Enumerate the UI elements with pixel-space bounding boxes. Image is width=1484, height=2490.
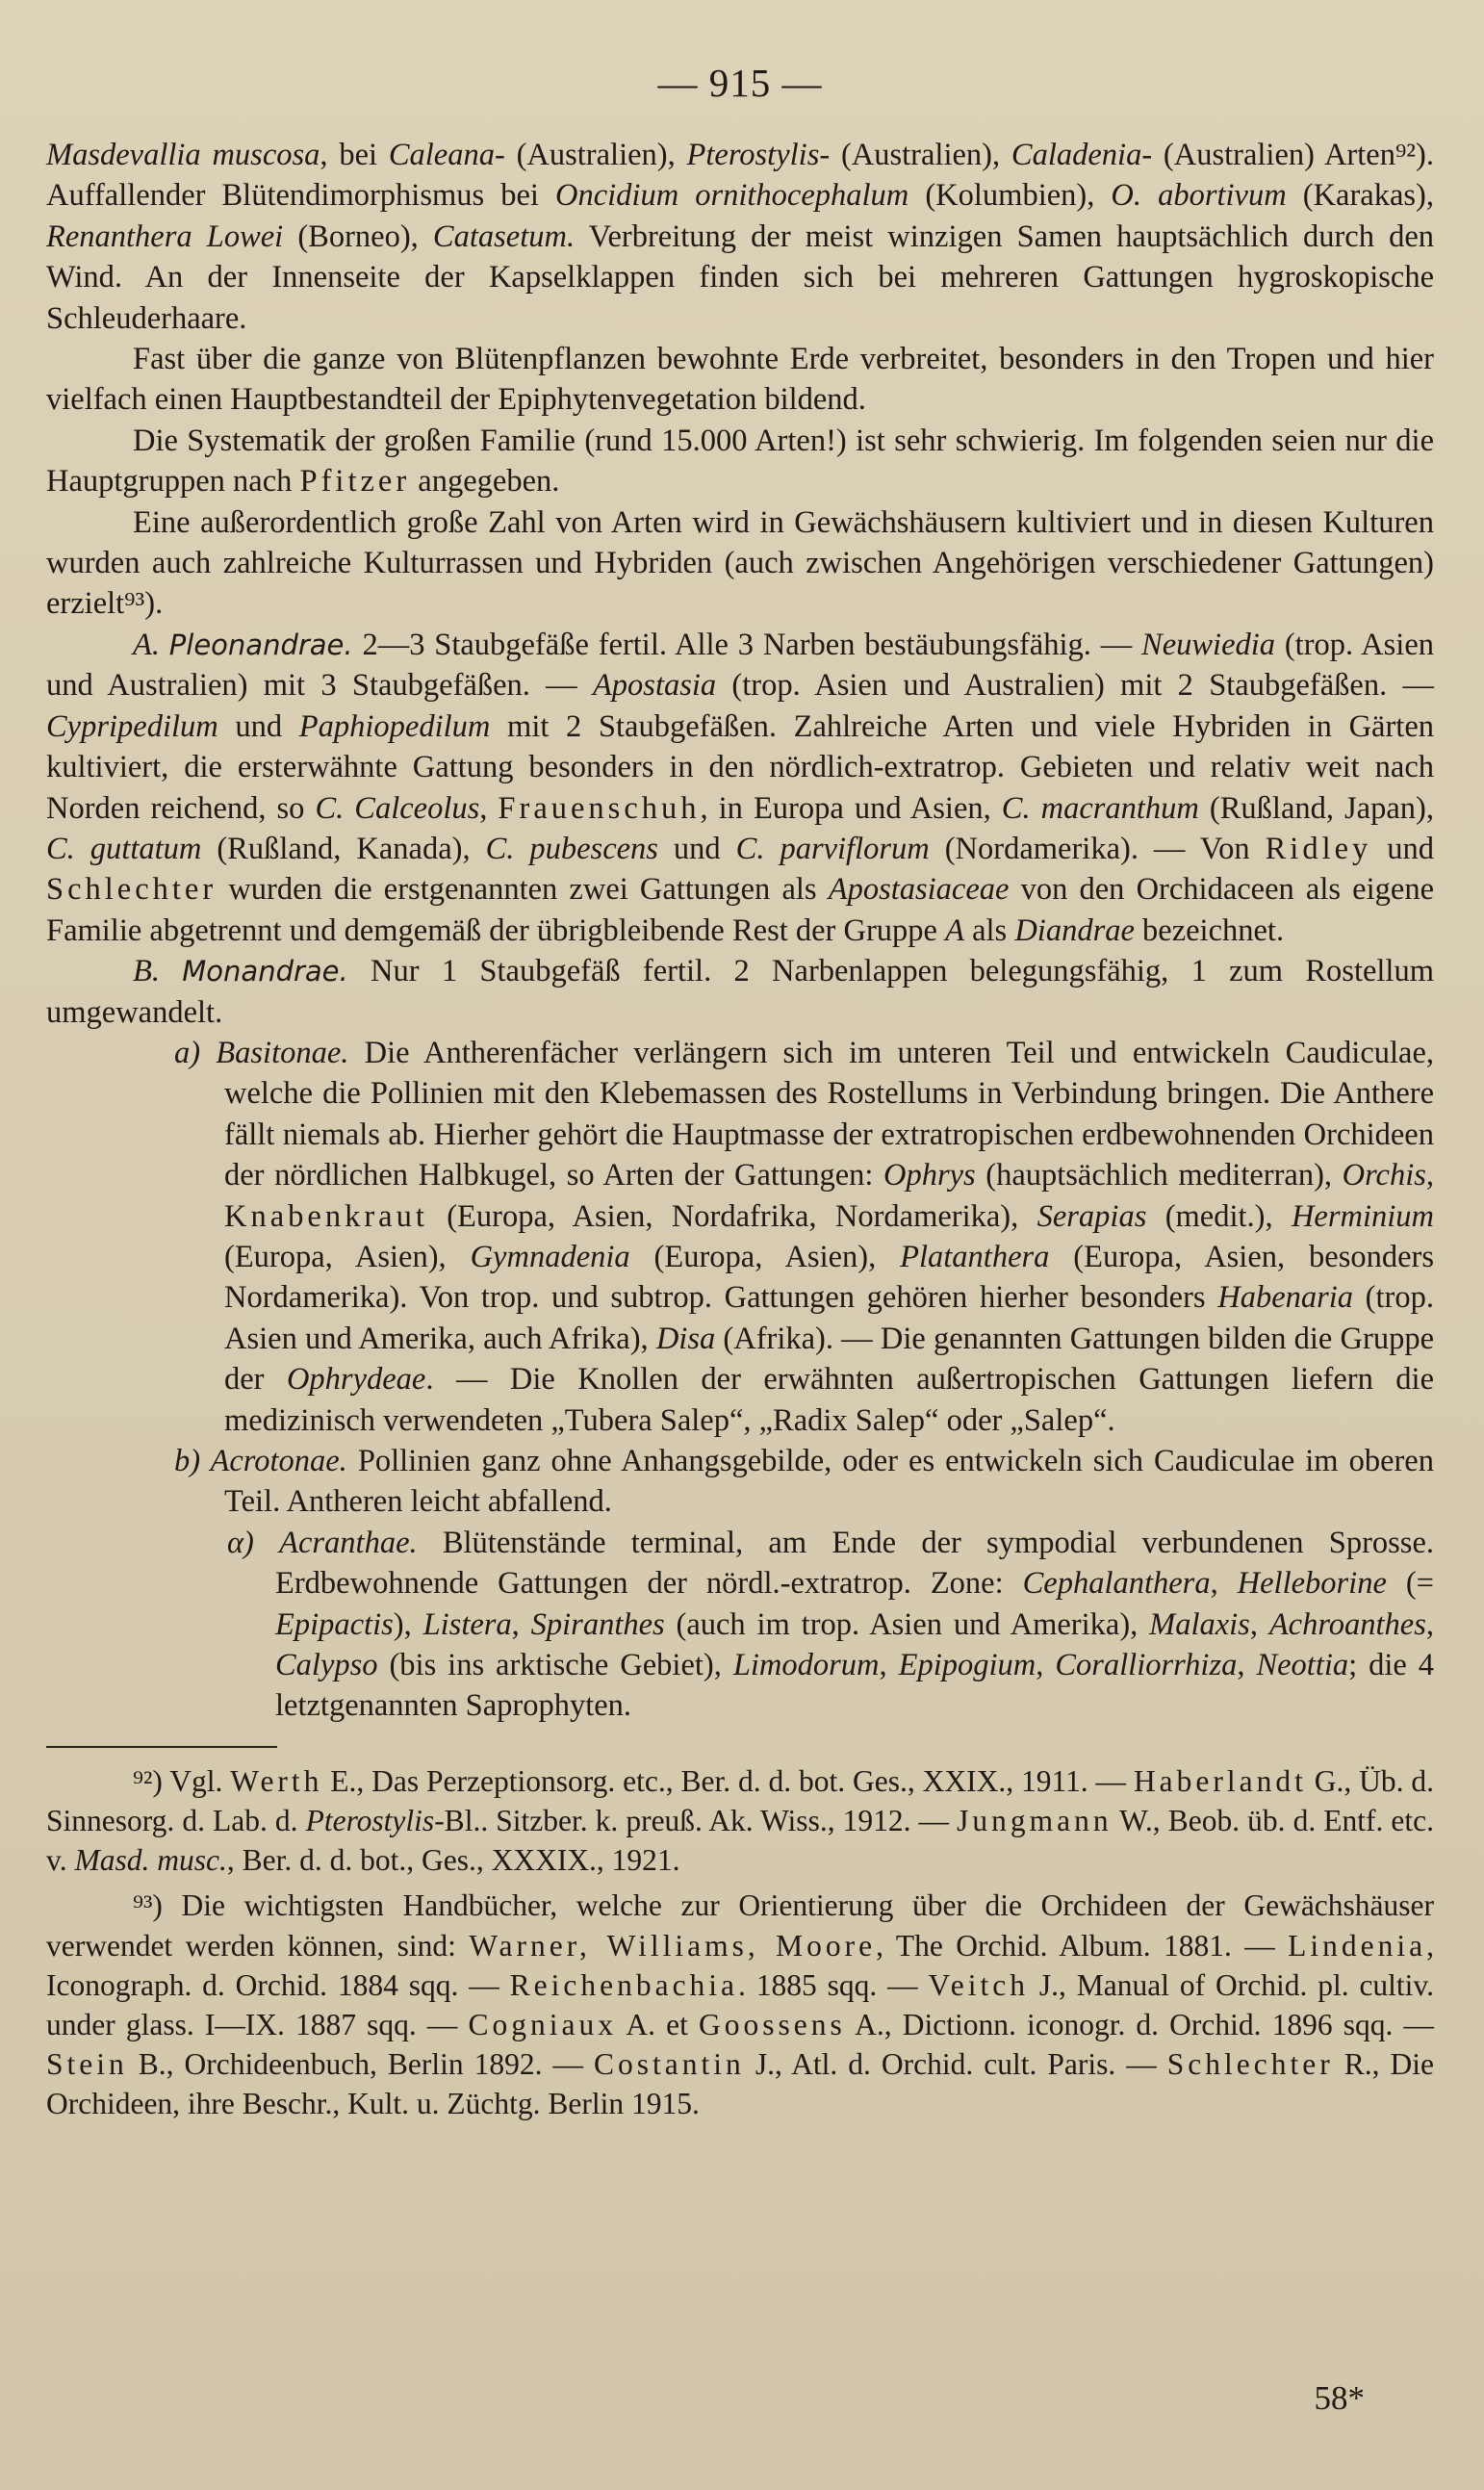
italic-term: Cephalanthera [1022,1566,1211,1602]
text-run: B., Orchideenbuch, Berlin 1892. — [127,2047,595,2082]
text-run: Nur 1 Staubgefäß fertil. 2 Narbenlappen belegungsfähig, 1 zum Rostellum umgewandelt. [46,954,1434,1030]
spaced-name: Schlechter [46,872,217,908]
text-run: (medit.), [1146,1198,1292,1234]
spaced-name: Warner, Williams, Moore [469,1928,877,1963]
text-run: (Borneo), [283,218,433,254]
text-run: , [1425,1606,1435,1642]
text-run: , [479,790,499,826]
italic-term: A [945,912,964,948]
italic-term: Paphiopedilum [298,708,491,744]
italic-term: Orchis [1342,1158,1426,1194]
text-run: 2—3 Staubgefäße fertil. Alle 3 Narben bestäubungsfähig. — [352,627,1142,662]
italic-term: C. macranthum [1001,790,1199,826]
text-run: J., Atl. d. Orchid. cult. Paris. — [744,2047,1167,2082]
text-run: Blütenstände terminal, am Ende der sympodial verbundenen Sprosse. Erdbewohnende Gattungen der nördl.-extratrop. Zone: [275,1525,1434,1602]
spaced-name: Costantin [594,2047,745,2082]
paragraph-distribution [46,339,1434,421]
italic-term: Pterostylis [305,1804,435,1838]
footnote-92 [46,1761,1434,1881]
italic-term: Helleborine [1237,1566,1387,1602]
spaced-name: Schlechter [1166,2047,1334,2082]
paragraph-systematics [46,421,1434,502]
italic-term: Masd. musc. [74,1843,227,1878]
italic-term: Epipactis [275,1606,394,1642]
text-run: ⁹³) Die wichtigsten Handbücher, welche zur Orientierung über die Orchideen der Gewächshäuser verwendet werden können, sind: [46,1888,1434,1963]
italic-term: Habenaria [1217,1280,1354,1316]
italic-term: Apostasiaceae [828,872,1010,908]
footnote-divider [46,1746,277,1748]
group-name: Monandrae. [182,955,348,988]
text-run: , [511,1606,531,1642]
italic-term: Caladenia- [1011,138,1153,172]
spaced-name: Stein [46,2047,128,2082]
text-run: G., Üb. d. Sinnesorg. d. Lab. d. [46,1763,1434,1838]
text-run: . — Die Knollen der erwähnten außertropischen Gattungen liefern die medizinisch verwendeten „Tubera Salep“, „Radix Salep“ oder „Salep“. [224,1362,1434,1438]
text-run: (Rußland, Kanada), [201,831,486,866]
subgroup-a-basitonae [174,1033,1435,1441]
text-run: , [1237,1648,1257,1683]
text-run: R., Die Orchideen, ihre Beschr., Kult. u. Züchtg. Berlin 1915. [46,2047,1434,2121]
text-run: A. et [617,2008,699,2042]
text-run: (trop. Asien und Amerika, auch Afrika), [224,1280,1434,1356]
text-run: (Rußland, Japan), [1198,790,1434,826]
italic-term: Apostasia [592,668,717,704]
text-run: (Europa, Asien), [224,1239,471,1274]
text-run: (auch im trop. Asien und Amerika), [664,1606,1150,1642]
text-run: , in Europa und Asien, [700,790,1002,826]
text-run: (Australien), [504,138,687,172]
paragraph-cultivation [46,502,1434,625]
main-text [46,135,1434,1727]
footnotes [46,1761,1434,2124]
italic-term: Pterostylis- [686,138,831,172]
italic-term: B. [133,954,183,989]
italic-term: Coralliorrhiza [1055,1648,1238,1683]
italic-term: C. parviflorum [735,831,930,866]
page-number: — 915 — [657,61,823,105]
text-run: ⁹²) Vgl. [133,1763,231,1798]
spaced-name: Werth [230,1763,323,1798]
italic-term: Acranthae. [279,1525,418,1560]
text-run: bezeichnet. [1134,912,1285,948]
text-run: , bei [320,138,389,172]
text-run: (hauptsächlich mediterran), [975,1158,1343,1194]
italic-term: Platanthera [900,1239,1050,1274]
text-run: als [963,912,1015,948]
text-run: Fast über die ganze von Blütenpflanzen bewohnte Erde verbreitet, besonders in den Tropen und hier vielfach einen Hauptbestandteil der Epiphytenvegetation bildend. [46,342,1434,418]
text-run: (= [1386,1566,1434,1602]
text-run: (Europa, Asien, Nordafrika, Nordamerika), [427,1198,1037,1234]
italic-term: Limodorum [732,1648,880,1683]
text-run: (Australien), [830,138,1011,172]
signature-mark: 58* [1314,2379,1365,2417]
text-run: E., Das Perzeptionsorg. etc., Ber. d. d. bot. Ges., XXIX., 1911. — [322,1763,1134,1798]
text-run: Pollinien ganz ohne Anhangsgebilde, oder es entwickeln sich Caudiculae im oberen Teil. Antheren leicht abfallend. [224,1444,1434,1520]
text-run: , [1249,1606,1269,1642]
italic-term: Neottia [1256,1648,1349,1683]
italic-term: Epipogium [898,1648,1036,1683]
text-run: (Nordamerika). — Von [929,831,1266,866]
italic-term: Renanthera Lowei [46,218,284,254]
italic-term: Ophrys [883,1158,976,1194]
text-run: Eine außerordentlich große Zahl von Arten wird in Gewächshäusern kultiviert und in diesen Kulturen wurden auch zahlreiche Kulturrassen und Hybriden (auch zwischen Angehörigen verschiedener Gattungen) erzielt⁹³). [46,504,1434,622]
text-run: (Europa, Asien, besonders Nordamerika). Von trop. und subtrop. Gattungen gehören hierher besonders [224,1239,1435,1316]
spaced-name: Cogniaux [468,2008,618,2042]
text-run: , Ber. d. d. bot., Ges., XXXIX., 1921. [226,1843,680,1878]
text-run: -Bl.. Sitzber. k. preuß. Ak. Wiss., 1912. — [434,1804,958,1838]
italic-term: Diandrae [1014,912,1135,948]
text-run: wurden die erstgenannten zwei Gattungen als [217,872,829,908]
italic-term: A. [133,627,169,662]
text-run: Die Systematik der großen Familie (rund 15.000 Arten!) ist sehr schwierig. Im folgenden seien nur die Hauptgruppen nach [46,423,1434,500]
italic-term: Listera [422,1606,512,1642]
text-run: , [1425,1158,1435,1194]
italic-term: Caleana- [388,138,505,172]
text-run: (Kolumbien), [908,178,1112,214]
spaced-name: Ridley [1265,831,1372,866]
text-run: W., Beob. üb. d. Entf. etc. v. [46,1804,1434,1878]
italic-term: Spiranthes [530,1606,665,1642]
text-run: (Australien) Arten⁹²). Auffallender Blütendimorphismus bei [46,138,1434,214]
italic-term: Masdevallia muscosa [46,138,320,172]
text-run: , [1036,1648,1056,1683]
spaced-name: Pfitzer [299,464,411,500]
text-run: (trop. Asien und Australien) mit 3 Staubgefäßen. — [46,627,1434,704]
italic-term: Herminium [1291,1198,1434,1234]
spaced-name: Haberlandt [1133,1763,1307,1798]
italic-term: Malaxis [1149,1606,1250,1642]
text-run: J., Manual of Orchid. pl. cultiv. under glass. I—IX. 1887 sqq. — [46,1967,1435,2042]
italic-term: Basitonae. [216,1035,349,1070]
italic-term: Catasetum. [432,218,576,254]
text-run: , Iconograph. d. Orchid. 1884 sqq. — [46,1928,1434,2002]
text-run: ), [393,1606,423,1642]
spaced-name: Veitch [928,1967,1030,2002]
italic-term: Oncidium ornithocephalum [554,178,909,214]
italic-term: C. guttatum [46,831,202,866]
italic-term: C. Calceolus [315,790,480,826]
italic-term: Gymnadenia [470,1239,630,1274]
italic-term: C. pubescens [485,831,658,866]
italic-term: Cypripedilum [46,708,218,744]
subgroup-b-acrotonae [174,1441,1434,1523]
text-run: angegeben. [410,464,560,500]
text-run: Die Antherenfächer verlängern sich im unteren Teil und entwickeln Caudiculae, welche die Pollinien mit den Klebemassen des Rostellums in Verbindung bringen. Die Anthere fällt niemals ab. Hierher gehört die Hauptmasse der extratropischen erdbewohnenden Orchideen der nördlichen Halbkugel, so Arten der Gattungen: [224,1035,1434,1194]
text-run: (Afrika). — Die genannten Gattungen bilden die Gruppe der [224,1321,1435,1398]
text-run: Verbreitung der meist winzigen Samen hauptsächlich durch den Wind. An der Innenseite der Kapselklappen finden sich bei mehreren Gattungen hygroskopische Schleuderhaare. [46,218,1434,336]
paragraph-morphology [46,135,1434,339]
spaced-name: Reichenbachia [509,1967,739,2002]
italic-term: α) [227,1525,280,1560]
text-run: (Karakas), [1286,178,1434,214]
spaced-name: Frauenschuh [498,790,701,826]
italic-term: Serapias [1036,1198,1147,1234]
spaced-name: Jungmann [957,1804,1113,1838]
spaced-name: Goossens [698,2008,846,2042]
italic-term: Ophrydeae [286,1362,426,1398]
group-a-pleonandrae [46,625,1434,951]
text-run: (bis ins arktische Gebiet), [377,1648,733,1683]
text-run: A., Dictionn. iconogr. d. Orchid. 1896 sqq. — [845,2008,1434,2042]
text-run: (Europa, Asien), [629,1239,901,1274]
text-run: . 1885 sqq. — [738,1967,929,2002]
text-run: und [657,831,736,866]
footnote-93 [46,1886,1434,2123]
text-run: und [1371,831,1435,866]
italic-term: O. abortivum [1111,178,1287,214]
spaced-name: Lindenia [1288,1928,1427,1963]
text-run: , [879,1648,899,1683]
italic-term: b) [174,1444,211,1478]
italic-term: Disa [655,1321,716,1356]
text-run: , The Orchid. Album. 1881. — [876,1928,1289,1963]
italic-term: Acrotonae. [210,1444,347,1478]
text-run: mit 2 Staubgefäßen. Zahlreiche Arten und viele Hybriden in Gärten kultiviert, die ersterwähnte Gattung besonders in den nördlich-extratrop. Gebieten und relativ weit nach Norden reichend, so [46,708,1435,826]
group-b-monandrae [46,951,1434,1033]
italic-term: a) [174,1035,217,1070]
group-name: Pleonandrae. [168,628,353,661]
text-run: und [217,708,299,744]
italic-term: Neuwiedia [1141,627,1276,662]
italic-term: Achroanthes [1268,1606,1426,1642]
italic-term: Calypso [275,1648,378,1683]
text-run: ; die 4 letztgenannten Saprophyten. [275,1648,1435,1724]
subgroup-alpha-acranthae [227,1523,1435,1727]
text-run: von den Orchidaceen als eigene Familie abgetrennt und demgemäß der übrigbleibende Rest der Gruppe [46,872,1434,948]
text-run: (trop. Asien und Australien) mit 2 Staubgefäßen. — [716,668,1434,704]
text-run: , [1210,1566,1238,1602]
spaced-name: Knabenkraut [224,1198,428,1234]
